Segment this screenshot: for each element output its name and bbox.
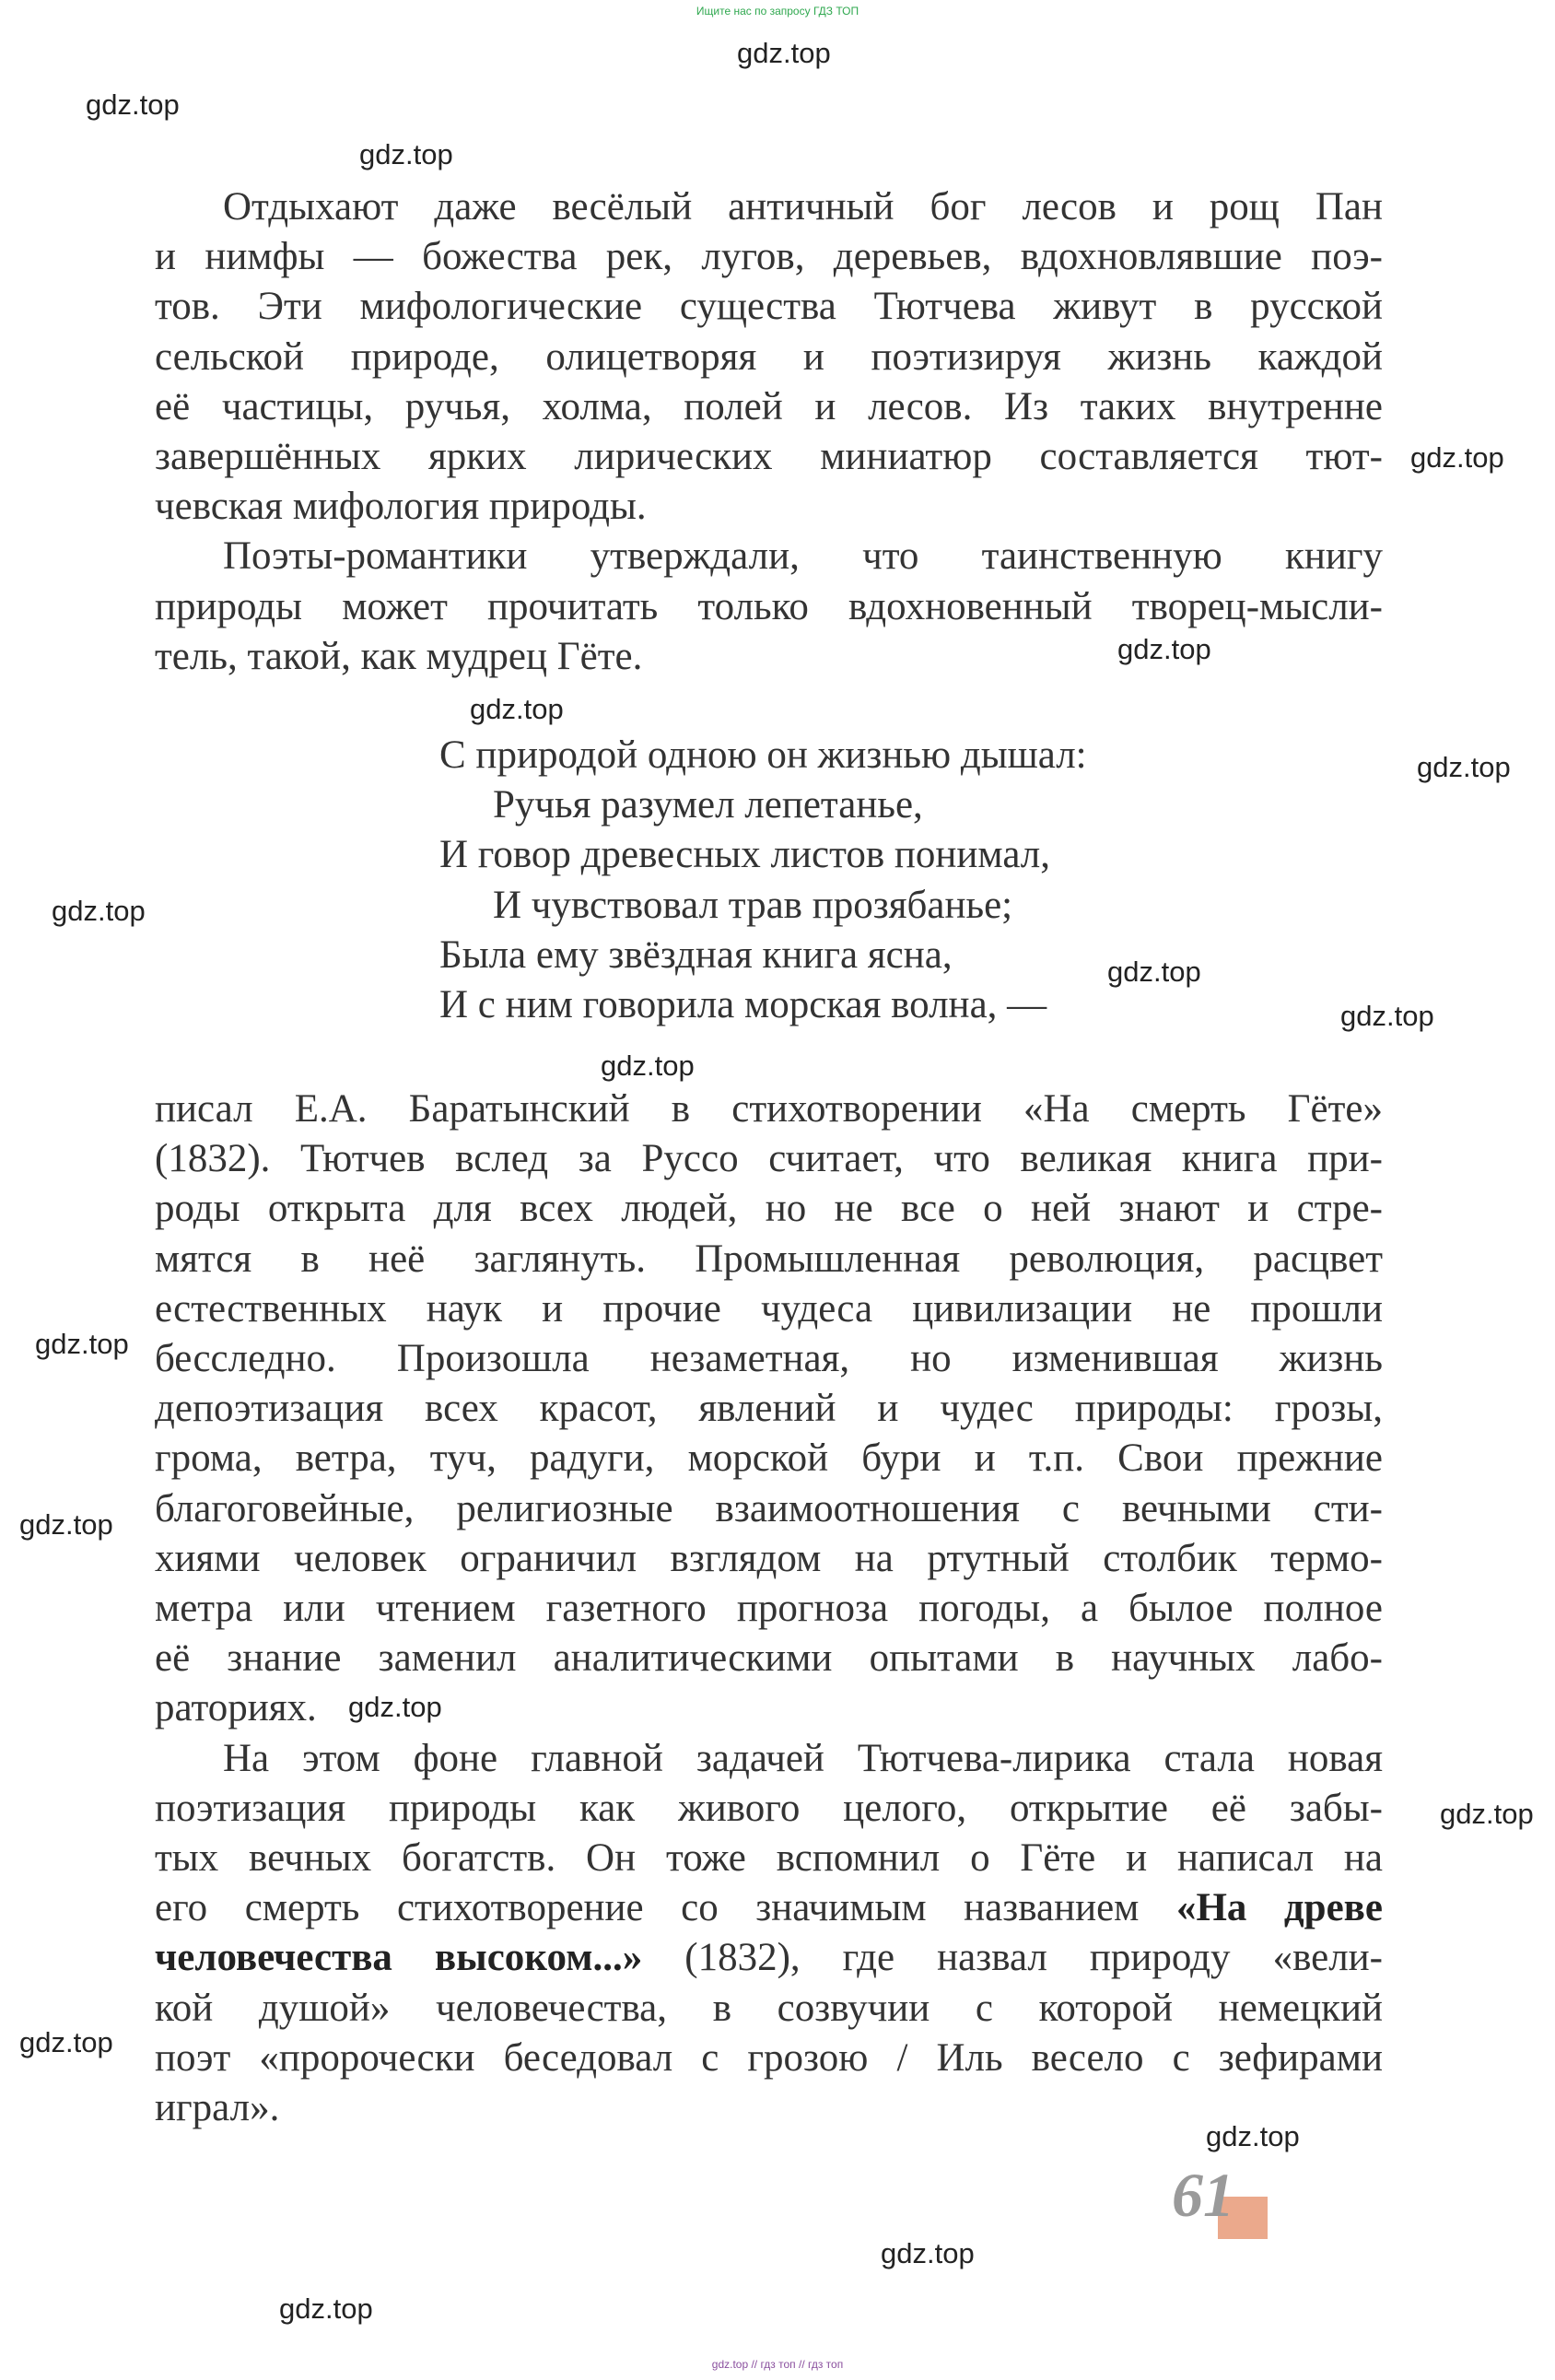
text-line: депоэтизация всех красот, явлений и чудес природы: грозы, <box>155 1387 1383 1431</box>
watermark: gdz.top <box>359 138 453 170</box>
poem-quote <box>439 731 1087 1030</box>
text-line: играл». <box>155 2086 280 2130</box>
watermark: gdz.top <box>19 2026 113 2058</box>
watermark: gdz.top <box>881 2237 975 2269</box>
text-line: роды открыта для всех людей, но не все о ней знают и стре- <box>155 1187 1383 1231</box>
text-line: сельской природе, олицетворяя и поэтизируя жизнь каждой <box>155 334 1383 379</box>
watermark: gdz.top <box>470 693 564 725</box>
watermark: gdz.top <box>1440 1798 1534 1830</box>
poem-line: С природой одною он жизнью дышал: <box>439 733 1087 777</box>
bottom-banner: gdz.top // гдз топ // гдз топ <box>711 2358 844 2371</box>
poem-title-bold: «На древе <box>1175 1886 1383 1930</box>
text-block-top <box>155 182 1383 682</box>
text-line: тель, такой, как мудрец Гёте. <box>155 634 643 678</box>
text-line <box>155 1883 1383 1933</box>
poem-title-bold: человечества высоком...» <box>155 1936 643 1980</box>
watermark: gdz.top <box>52 895 146 927</box>
text-line: грома, ветра, туч, радуги, морской бури и т.п. Свои прежние <box>155 1436 1383 1481</box>
text-line: метра или чтением газетного прогноза погоды, а былое полное <box>155 1587 1383 1631</box>
watermark: gdz.top <box>1410 441 1504 474</box>
text-line: завершённых ярких лирических миниатюр составляется тют- <box>155 435 1383 479</box>
watermark: gdz.top <box>348 1691 442 1723</box>
watermark: gdz.top <box>35 1328 129 1360</box>
text-line: поэт «пророчески беседовал с грозою / Иль весело с зефирами <box>155 2035 1383 2080</box>
paragraph-4 <box>155 1734 1383 2134</box>
text-line: тых вечных богатств. Он тоже вспомнил о Гёте и написал на <box>155 1836 1383 1881</box>
text-line: раториях. <box>155 1686 317 1730</box>
poem-line: И с ним говорила морская волна, — <box>439 983 1047 1027</box>
page-number: 61 <box>1172 2160 1234 2230</box>
text-line: бесследно. Произошла незаметная, но изменившая жизнь <box>155 1337 1383 1381</box>
watermark: gdz.top <box>1107 956 1201 988</box>
watermark: gdz.top <box>1417 751 1511 783</box>
watermark: gdz.top <box>1117 633 1211 665</box>
text-line: её знание заменил аналитическими опытами в научных лабо- <box>155 1636 1383 1681</box>
watermark: gdz.top <box>279 2292 373 2325</box>
poem-line: И чувствовал трав прозябанье; <box>493 883 1013 927</box>
top-banner: Ищите нас по запросу ГДЗ ТОП <box>696 5 859 18</box>
paragraph-3 <box>155 1084 1383 1734</box>
watermark: gdz.top <box>19 1508 113 1541</box>
watermark: gdz.top <box>601 1049 695 1082</box>
text-line: тов. Эти мифологические существа Тютчева живут в русской <box>155 285 1383 329</box>
text-line: поэтизация природы как живого целого, открытие её забы- <box>155 1786 1383 1830</box>
text-line: естественных наук и прочие чудеса цивилизации не прошли <box>155 1286 1383 1331</box>
poem-line: Ручья разумел лепетанье, <box>493 783 923 827</box>
text-fragment: (1832), где назвал природу «вели- <box>642 1936 1383 1980</box>
text-line: мятся в неё заглянуть. Промышленная революция, расцвет <box>155 1237 1383 1281</box>
text-fragment: его смерть стихотворение со значимым названием <box>155 1886 1176 1930</box>
text-line: кой душой» человечества, в созвучии с которой немецкий <box>155 1986 1383 2030</box>
text-line: (1832). Тютчев вслед за Руссо считает, что великая книга при- <box>155 1137 1383 1181</box>
text-line: её частицы, ручья, холма, полей и лесов. Из таких внутренне <box>155 384 1383 428</box>
paragraph-1 <box>155 182 1383 532</box>
text-line: природы может прочитать только вдохновенный творец-мысли- <box>155 584 1383 628</box>
watermark: gdz.top <box>737 37 831 69</box>
watermark: gdz.top <box>1206 2120 1300 2152</box>
text-line: На этом фоне главной задачей Тютчева-лирика стала новая <box>223 1736 1383 1780</box>
poem-line: И говор древесных листов понимал, <box>439 833 1050 877</box>
text-line: Поэты-романтики утверждали, что таинственную книгу <box>223 534 1383 579</box>
text-line <box>155 1933 1383 1983</box>
text-line: хиями человек ограничил взглядом на ртутный столбик термо- <box>155 1536 1383 1580</box>
text-line: чевская мифология природы. <box>155 485 647 529</box>
text-line: писал Е.А. Баратынский в стихотворении «На смерть Гёте» <box>155 1087 1383 1131</box>
poem-line: Была ему звёздная книга ясна, <box>439 932 953 977</box>
text-line: и нимфы — божества рек, лугов, деревьев, вдохновлявшие поэ- <box>155 235 1383 279</box>
watermark: gdz.top <box>1340 1000 1434 1032</box>
text-line: Отдыхают даже весёлый античный бог лесов и рощ Пан <box>223 185 1383 229</box>
text-line: благоговейные, религиозные взаимоотношения с вечными сти- <box>155 1486 1383 1530</box>
text-block-bottom <box>155 1084 1383 2133</box>
watermark: gdz.top <box>86 88 180 121</box>
